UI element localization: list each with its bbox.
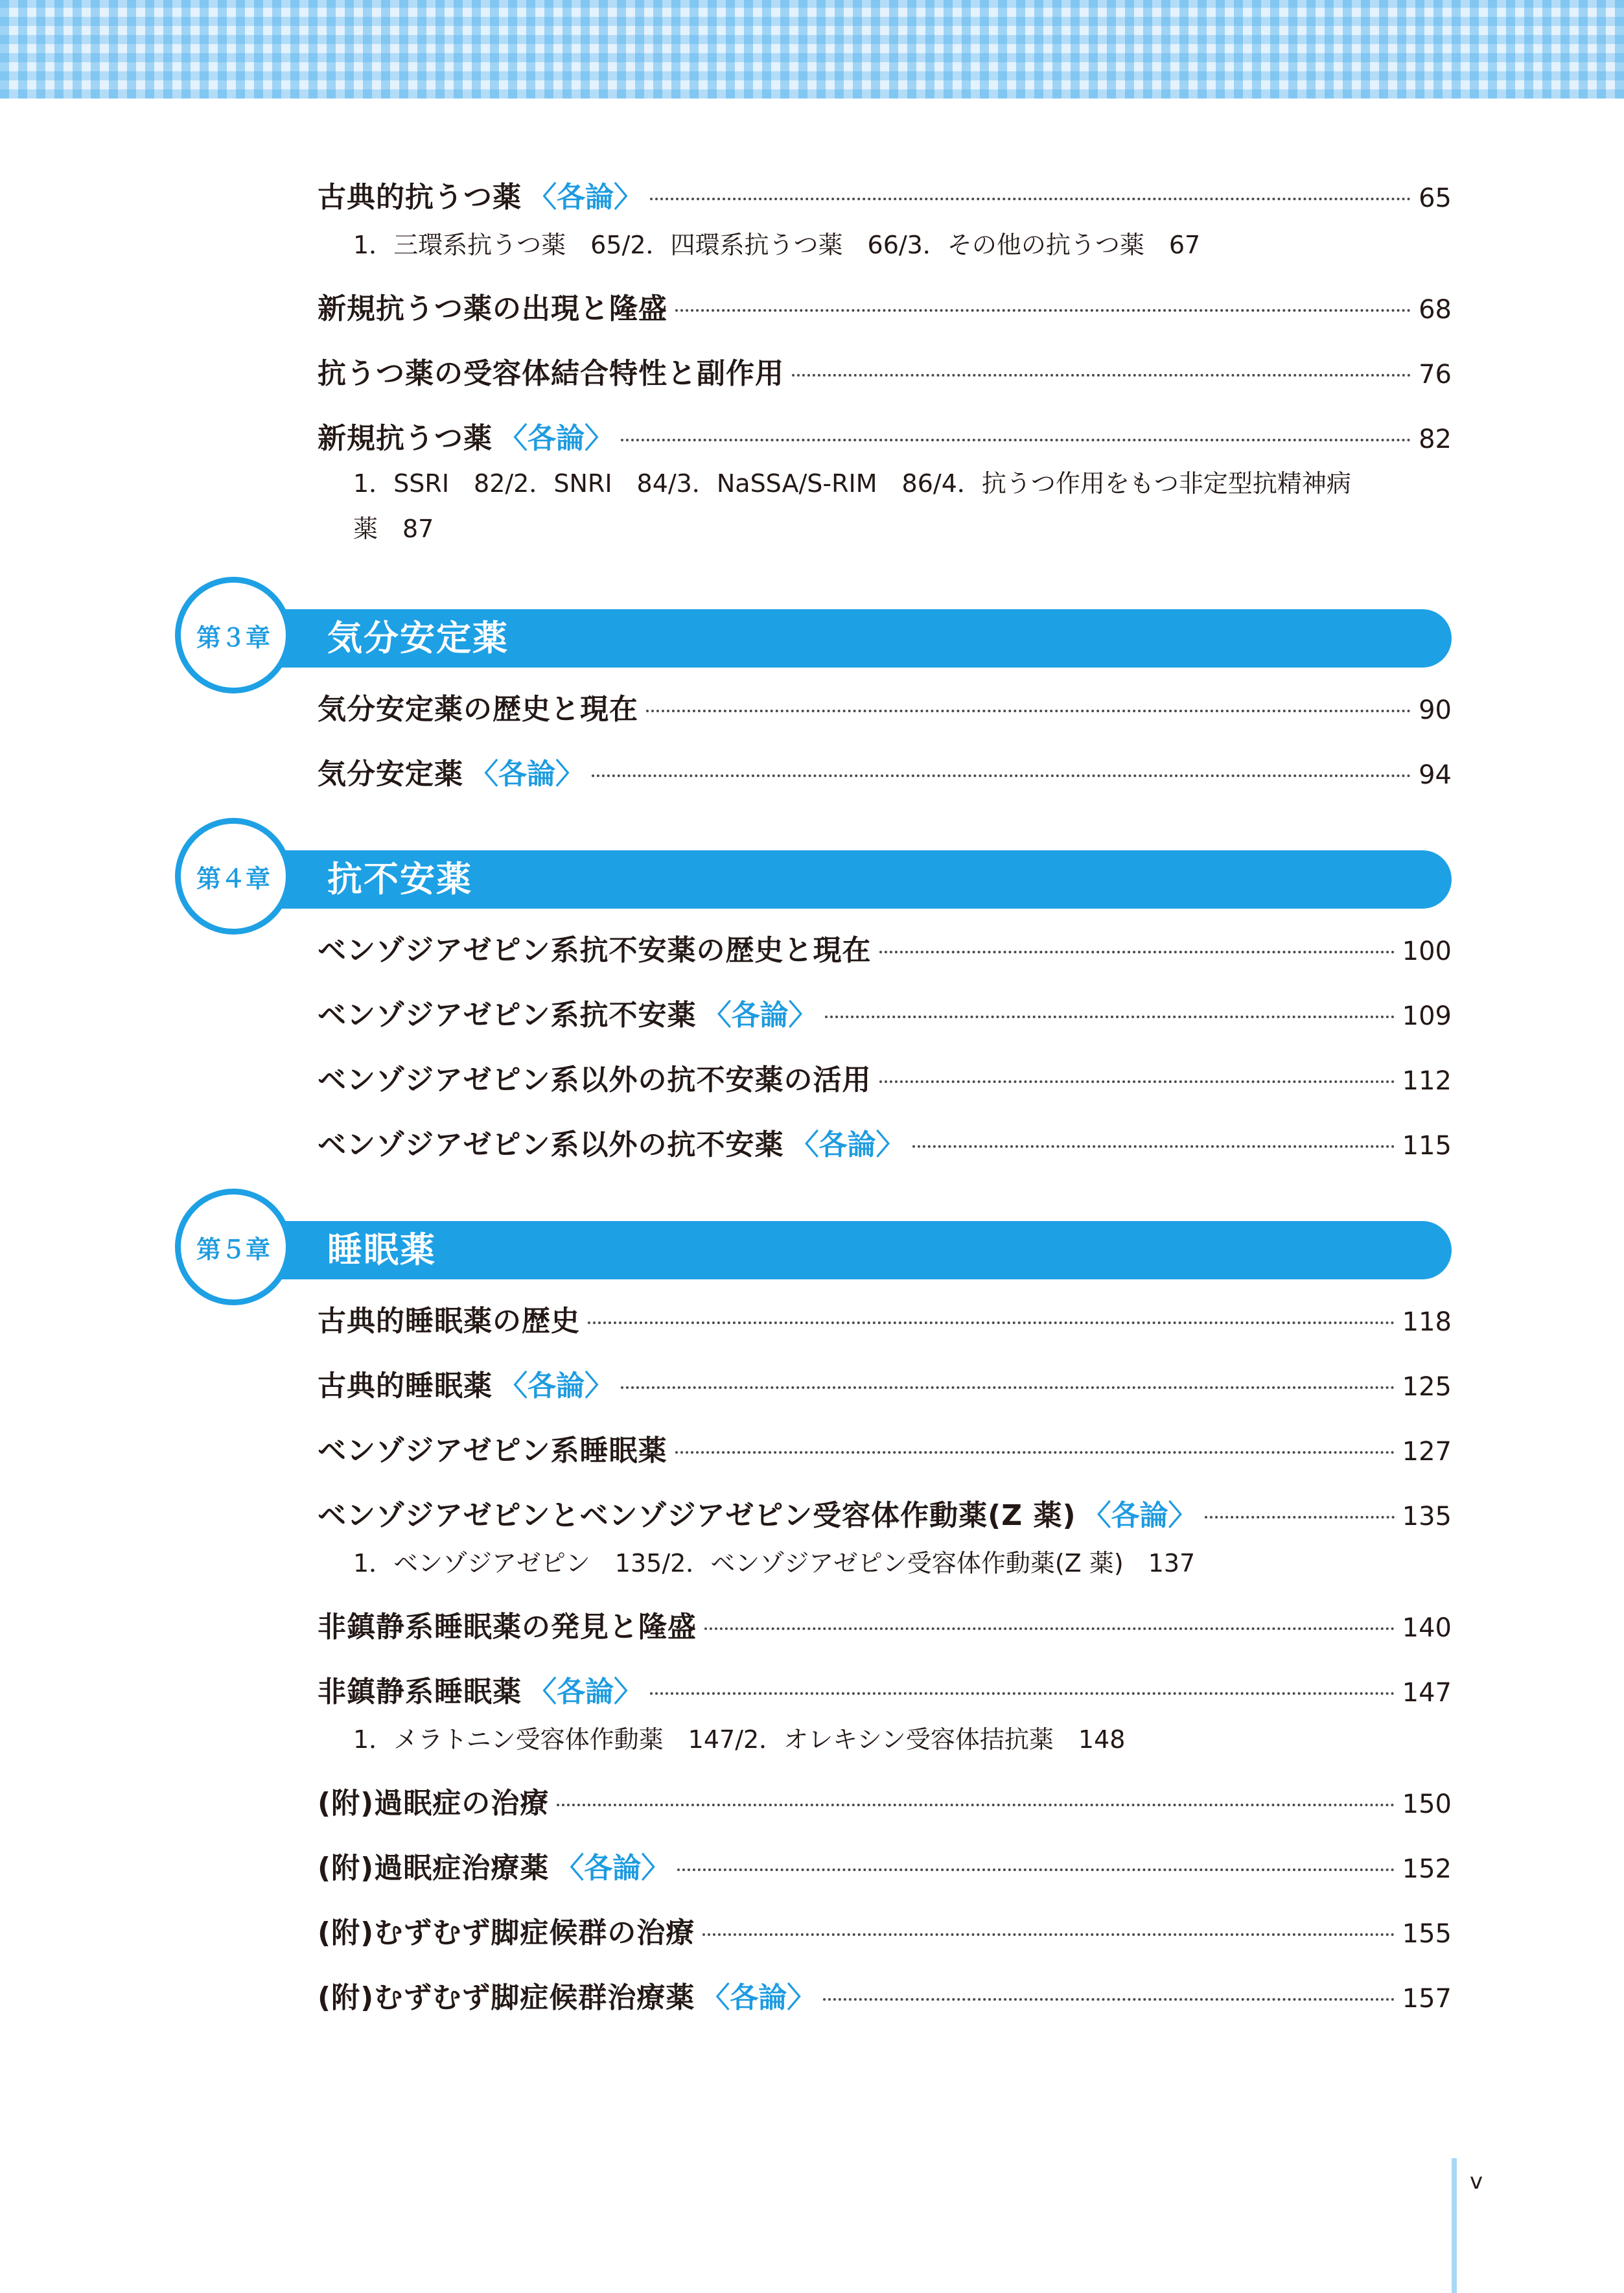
dot-leader [621, 1386, 1395, 1389]
toc-page-number: 90 [1419, 695, 1452, 725]
toc-entry-title: ベンゾジアゼピン系抗不安薬 [318, 999, 697, 1032]
toc-entry-title: 非鎮静系睡眠薬の発見と隆盛 [318, 1611, 697, 1644]
chapter-number-badge [175, 818, 292, 935]
toc-entry[interactable] [318, 1780, 1452, 1819]
toc-entry[interactable] [318, 350, 1452, 389]
toc-page-number: 150 [1402, 1789, 1452, 1819]
toc-page-number: 76 [1419, 360, 1452, 390]
toc-page-number: 68 [1419, 295, 1452, 325]
dot-leader [650, 1692, 1395, 1695]
toc-entry-tag: 〈各論〉 [555, 1852, 670, 1885]
toc-entry-title: ベンゾジアゼピン系睡眠薬 [318, 1434, 667, 1467]
chapter-title: 気分安定薬 [327, 618, 509, 658]
toc-entry[interactable] [318, 1668, 1452, 1707]
dot-leader [677, 1868, 1394, 1871]
toc-entry-tag: 〈各論〉 [528, 181, 642, 214]
toc-page-number: 112 [1402, 1066, 1452, 1096]
toc-entry-title: ベンゾジアゼピン系以外の抗不安薬の活用 [318, 1064, 872, 1097]
dot-leader [675, 1451, 1395, 1454]
toc-page-number: 115 [1402, 1131, 1452, 1161]
toc-entry[interactable] [318, 415, 1452, 454]
dot-leader [675, 309, 1411, 312]
dot-leader [646, 710, 1411, 712]
toc-subentry: 薬 87 [353, 515, 434, 543]
toc-entry-title: ベンゾジアゼピンとベンゾジアゼピン受容体作動薬(Z 薬) [318, 1499, 1076, 1532]
toc-page-number: 65 [1419, 183, 1452, 213]
toc-entry[interactable] [318, 1909, 1452, 1948]
chapter-number: 第４章 [196, 864, 270, 893]
toc-entry-title: 新規抗うつ薬の出現と隆盛 [318, 292, 667, 325]
chapter-title: 睡眠薬 [327, 1229, 436, 1270]
toc-entry[interactable] [318, 1492, 1452, 1531]
toc-entry-title: 気分安定薬 [318, 758, 463, 791]
chapter-number: 第５章 [196, 1235, 270, 1264]
toc-page-number: 155 [1402, 1919, 1452, 1949]
dot-leader [823, 1998, 1394, 2001]
toc-page-number: 82 [1419, 425, 1452, 454]
toc-entry-tag: 〈各論〉 [1082, 1499, 1197, 1532]
toc-page-number: 118 [1402, 1307, 1452, 1337]
toc-entry[interactable] [318, 686, 1452, 725]
dot-leader [792, 374, 1411, 377]
toc-page-number: 94 [1419, 760, 1452, 790]
toc-entry[interactable] [318, 174, 1452, 213]
toc-subentry: 1．メラトニン受容体作動薬 147/2．オレキシン受容体拮抗薬 148 [353, 1725, 1126, 1754]
toc-entry[interactable] [318, 1298, 1452, 1336]
toc-entry-title: 気分安定薬の歴史と現在 [318, 693, 638, 726]
toc-page-number: 157 [1402, 1984, 1452, 2014]
page-number: v [1470, 2169, 1483, 2194]
chapter-number-badge [175, 577, 292, 693]
toc-entry-title: 古典的睡眠薬 [318, 1369, 493, 1403]
toc-subentry: 1．三環系抗うつ薬 65/2．四環系抗うつ薬 66/3．その他の抗うつ薬 67 [353, 231, 1201, 259]
toc-entry[interactable] [318, 1121, 1452, 1160]
toc-entry-title: ベンゾジアゼピン系以外の抗不安薬 [318, 1128, 784, 1161]
toc-page-number: 152 [1402, 1854, 1452, 1884]
toc-page-number: 127 [1402, 1437, 1452, 1467]
toc-page-number: 147 [1402, 1678, 1452, 1708]
toc-subentry: 1．SSRI 82/2．SNRI 84/3．NaSSA/S-RIM 86/4．抗うつ作用をもつ非定型抗精神病 [353, 469, 1351, 498]
toc-entry-title: (附)むずむず脚症候群治療薬 [318, 1981, 695, 2014]
toc-entry[interactable] [318, 751, 1452, 789]
toc-page-number: 125 [1402, 1372, 1452, 1402]
toc-entry[interactable] [318, 1974, 1452, 2013]
toc-entry-title: 非鎮静系睡眠薬 [318, 1675, 522, 1708]
toc-page-number: 109 [1402, 1001, 1452, 1031]
dot-leader [825, 1016, 1395, 1018]
toc-entry[interactable] [318, 1362, 1452, 1401]
dot-leader [702, 1933, 1394, 1936]
toc-entry-title: 新規抗うつ薬 [318, 422, 493, 455]
toc-entry[interactable] [318, 1056, 1452, 1095]
dot-leader [879, 951, 1395, 953]
toc-entry-title: (附)過眠症治療薬 [318, 1852, 550, 1885]
dot-leader [1205, 1516, 1395, 1519]
toc-entry-title: ベンゾジアゼピン系抗不安薬の歴史と現在 [318, 934, 872, 967]
dot-leader [592, 774, 1411, 777]
toc-entry-title: 古典的抗うつ薬 [318, 181, 522, 214]
dot-leader [912, 1145, 1395, 1148]
toc-entry-tag: 〈各論〉 [701, 1981, 816, 2014]
dot-leader [557, 1804, 1394, 1806]
dot-leader [650, 198, 1411, 200]
chapter-number-badge [175, 1189, 292, 1305]
toc-entry[interactable] [318, 1845, 1452, 1883]
toc-page-number: 100 [1402, 937, 1452, 966]
toc-subentry: 1．ベンゾジアゼピン 135/2．ベンゾジアゼピン受容体作動薬(Z 薬) 137 [353, 1549, 1196, 1577]
dot-leader [621, 439, 1411, 441]
toc-entry-tag: 〈各論〉 [702, 999, 817, 1032]
toc-page-number: 135 [1402, 1502, 1452, 1531]
dot-leader [879, 1080, 1395, 1083]
toc-entry-title: 抗うつ薬の受容体結合特性と副作用 [318, 357, 784, 390]
toc-entry-tag: 〈各論〉 [499, 422, 613, 455]
toc-entry-tag: 〈各論〉 [790, 1128, 905, 1161]
dot-leader [704, 1627, 1395, 1630]
chapter-bar [279, 1221, 1452, 1279]
toc-entry[interactable] [318, 285, 1452, 324]
chapter-number: 第３章 [196, 623, 270, 652]
toc-entry-tag: 〈各論〉 [528, 1675, 642, 1708]
toc-entry[interactable] [318, 1603, 1452, 1642]
dot-leader [588, 1321, 1395, 1324]
toc-entry-title: 古典的睡眠薬の歴史 [318, 1305, 580, 1338]
chapter-title: 抗不安薬 [327, 859, 472, 900]
toc-entry[interactable] [318, 992, 1452, 1030]
toc-entry-title: (附)むずむず脚症候群の治療 [318, 1916, 695, 1950]
toc-page-number: 140 [1402, 1613, 1452, 1643]
toc-entry[interactable] [318, 927, 1452, 966]
toc-entry-tag: 〈各論〉 [470, 758, 584, 791]
page-marker-line [1452, 2158, 1457, 2293]
toc-entry[interactable] [318, 1427, 1452, 1466]
toc-entry-title: (附)過眠症の治療 [318, 1787, 550, 1820]
toc-entry-tag: 〈各論〉 [499, 1369, 613, 1403]
